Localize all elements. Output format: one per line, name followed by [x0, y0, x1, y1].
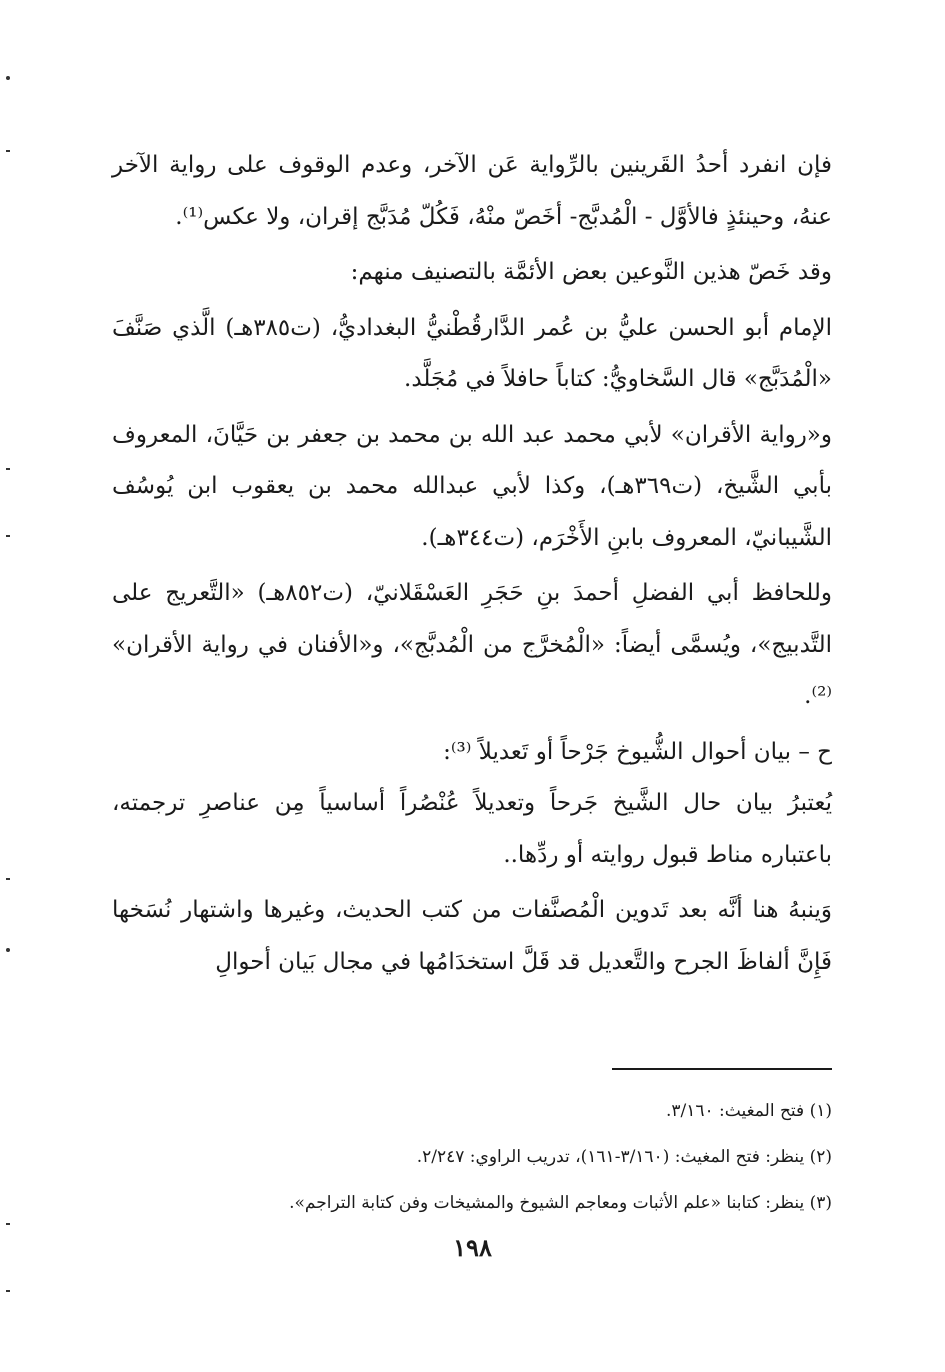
paragraph: يُعتبرُ بيان حال الشَّيخ جَرحاً وتعديلاً عُنْصُراً أساسياً مِن عناصرِ ترجمته، باعتباره مناط قبول روايته أو ردِّها.. [112, 790, 832, 868]
footnote-divider [612, 1068, 832, 1070]
main-text [112, 140, 832, 988]
footnote: (٢) ينظر: فتح المغيث: (٣/١٦٠-١٦١)، تدريب الراوي: ٢/٢٤٧. [416, 1147, 832, 1167]
scan-edge-mark [6, 150, 10, 152]
scan-edge-mark [6, 1223, 10, 1225]
paragraph: وقد خَصّ هذين النَّوعين بعض الأئمَّة بالتصنيف منهم: [350, 259, 832, 285]
footnote: (٣) ينظر: كتابنا «علم الأثبات ومعاجم الشيوخ والمشيخات وفن كتابة التراجم». [289, 1193, 832, 1213]
section-heading: ح – بيان أحوال الشُّيوخ جَرْحاً أو تَعديلاً ⁽³⁾: [443, 738, 832, 765]
scan-edge-mark [6, 468, 10, 470]
paragraph: وَينبهُ هنا أنَّه بعد تَدوين الْمُصنَّفات من كتب الحديث، وغيرها واشتهار نُسَخها فَإِنَّ ألفاظَ الجرح والتَّعديل قد قَلَّ استخدَامُها في مجال بَيان أحوالِ [112, 897, 832, 975]
paragraph: و«رواية الأقران» لأبي محمد عبد الله بن محمد بن جعفر بن حَيَّانَ، المعروف بأبي الشَّيخ، (ت٣٦٩هـ)، وكذا لأبي عبدالله محمد بن يعقوب ابن يُوسُف الشَّيبانيّ، المعروف بابنِ الأَخْرَم، (ت٣٤٤هـ). [112, 421, 832, 551]
footnote: (١) فتح المغيث: ٣/١٦٠. [665, 1101, 832, 1121]
paragraph: فإن انفرد أحدُ القَرينين بالرِّواية عَن الآخر، وعدم الوقوف على رواية الآخر عنهُ، وحينئذٍ فالأوَّل - الْمُدبَّج- أخَصّ منْهُ، فَكُلّ مُدَبَّج إقران، ولا عكس⁽¹⁾. [112, 152, 832, 230]
scan-edge-mark [6, 535, 10, 537]
paragraph: الإمام أبو الحسن عليُّ بن عُمر الدَّارقُطْنيُّ البغداديُّ، (ت٣٨٥هـ) الَّذي صَنَّفَ «الْمُدَبَّج» قال السَّخاويُّ: كتاباً حافلاً في مُجَلَّد. [112, 314, 832, 392]
page-number: ١٩٨ [453, 1233, 492, 1262]
scan-edge-mark [6, 76, 10, 80]
scan-edge-mark [6, 1290, 10, 1292]
paragraph: وللحافظ أبي الفضلِ أحمدَ بنِ حَجَرِ العَسْقَلانيّ، (ت٨٥٢هـ) «التَّعريج على التَّدبيج»، ويُسمَّى أيضاً: «الْمُخرَّج من الْمُدبَّج»، و«الأفنان في رواية الأقران» ⁽²⁾. [112, 580, 832, 709]
scan-edge-mark [6, 878, 10, 880]
scan-edge-mark [6, 948, 10, 952]
footnotes [112, 1088, 832, 1226]
